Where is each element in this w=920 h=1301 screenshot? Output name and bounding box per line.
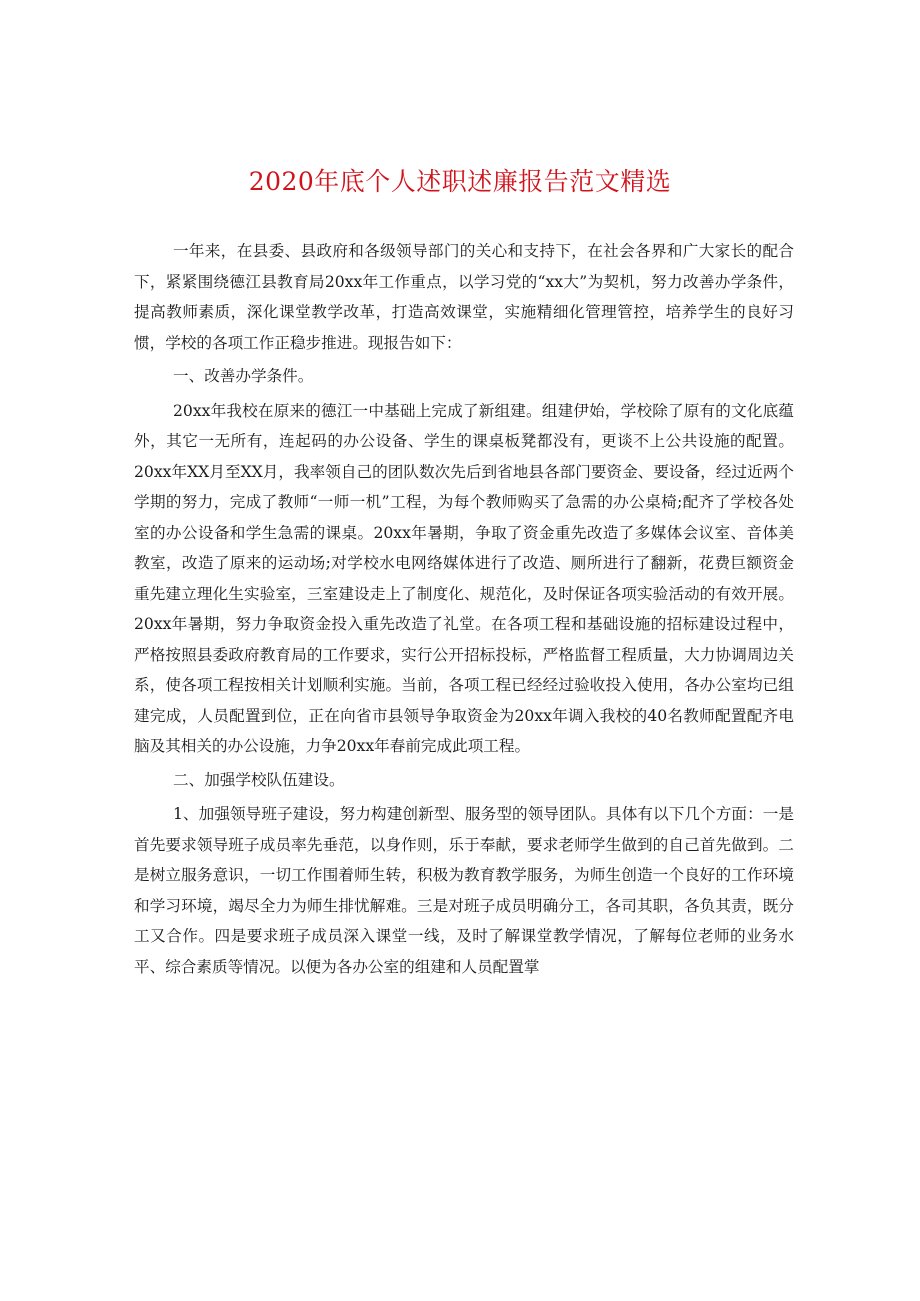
section-heading-2: 二、加强学校队伍建设。 <box>173 770 345 789</box>
section-heading-1: 一、改善办学条件。 <box>173 367 314 385</box>
intro-paragraph: 一年来，在县委、县政府和各级领导部门的关心和支持下，在社会各界和广大家长的配合下，紧紧围绕德江县教育局20xx年工作重点，以学习党的“xx大”为契机，努力改善办学条件，提高教师素质，深化课堂教学改革，打造高效课堂，实施精细化管理管控，培养学生的良好习惯，学校的各项工作正稳步推进。现报告如下： <box>134 242 794 352</box>
document-title: 2020年底个人述职述廉报告范文精选 <box>248 167 672 196</box>
section-2-paragraph: 1、加强领导班子建设，努力构建创新型、服务型的领导团队。具体有以下几个方面：一是首先要求领导班子成员率先垂范，以身作则，乐于奉献，要求老师学生做到的自己首先做到。二是树立服务意识，一切工作围着师生转，积极为教育教学服务，为师生创造一个良好的工作环境和学习环境，竭尽全力为师生排忧解难。三是对班子成员明确分工，各司其职，各负其责，既分工又合作。四是要求班子成员深入课堂一线，及时了解课堂教学情况，了解每位老师的业务水平、综合素质等情况。以便为各办公室的组建和人员配置掌 <box>134 805 794 976</box>
document-body <box>134 236 794 982</box>
section-1-paragraph: 20xx年我校在原来的德江一中基础上完成了新组建。组建伊始，学校除了原有的文化底蕴外，其它一无所有，连起码的办公设备、学生的课桌板凳都没有，更谈不上公共设施的配置。20xx年XX月至XX月，我率领自己的团队数次先后到省地县各部门要资金、要设备，经过近两个学期的努力，完成了教师“一师一机”工程，为每个教师购买了急需的办公桌椅;配齐了学校各处室的办公设备和学生急需的课桌。20xx年暑期，争取了资金重先改造了多媒体会议室、音体美教室，改造了原来的运动场;对学校水电网络媒体进行了改造、厕所进行了翻新，花费巨额资金重先建立理化生实验室，三室建设走上了制度化、规范化，及时保证各项实验活动的有效开展。20xx年暑期，努力争取资金投入重先改造了礼堂。在各项工程和基础设施的招标建设过程中，严格按照县委政府教育局的工作要求，实行公开招标投标，严格监督工程质量，大力协调周边关系，使各项工程按相关计划顺利实施。当前，各项工程已经经过验收投入使用，各办公室均已组建完成，人员配置到位，正在向省市县领导争取资金为20xx年调入我校的40名教师配置配齐电脑及其相关的办公设施，力争20xx年春前完成此项工程。 <box>134 401 794 755</box>
